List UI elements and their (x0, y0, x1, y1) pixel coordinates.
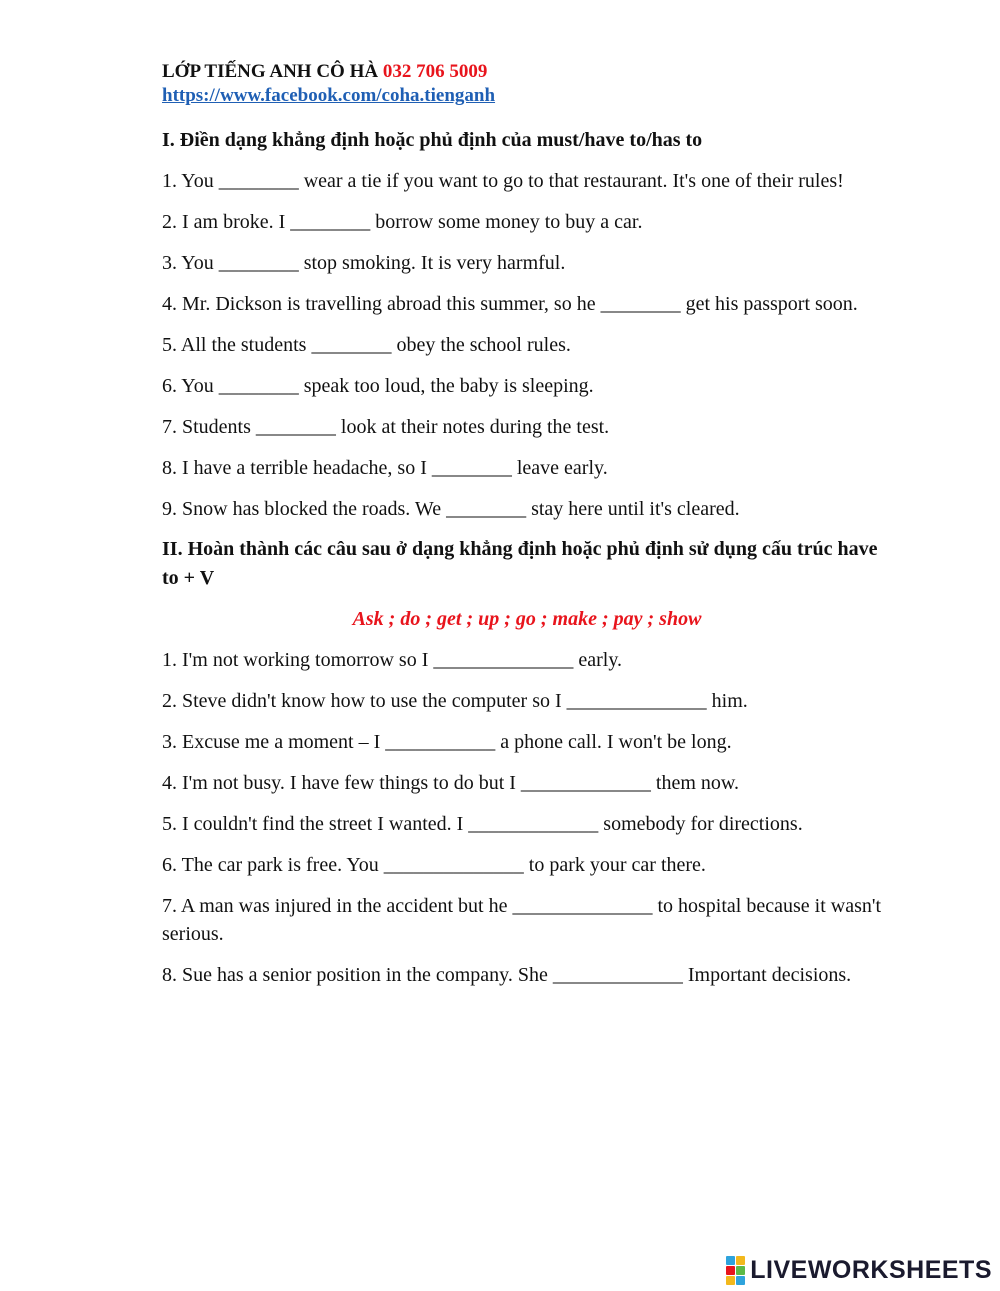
question-item: 3. You ________ stop smoking. It is very harmful. (162, 252, 566, 274)
section-2-questions (162, 646, 892, 989)
section-1-title: I. Điền dạng khẳng định hoặc phủ định của must/have to/has to (162, 129, 703, 151)
question-item: 1. You ________ wear a tie if you want to go to that restaurant. It's one of their rules! (162, 170, 844, 192)
facebook-link[interactable]: https://www.facebook.com/coha.tienganh (162, 85, 496, 106)
section-1-questions (162, 167, 892, 523)
question-item: 7. Students ________ look at their notes during the test. (162, 416, 610, 438)
logo-text: LIVEWORKSHEETS (750, 1255, 992, 1284)
class-name: LỚP TIẾNG ANH CÔ HÀ (162, 61, 379, 82)
question-item: 5. I couldn't find the street I wanted. I _____________ somebody for directions. (162, 813, 803, 835)
liveworksheets-logo (726, 1253, 992, 1287)
question-item: 8. I have a terrible headache, so I ________ leave early. (162, 457, 608, 479)
question-item: 6. The car park is free. You ______________ to park your car there. (162, 854, 706, 876)
question-item: 2. Steve didn't know how to use the computer so I ______________ him. (162, 690, 748, 712)
question-item: 9. Snow has blocked the roads. We ________ stay here until it's cleared. (162, 498, 740, 520)
question-item: 8. Sue has a senior position in the company. She _____________ Important decisions. (162, 964, 852, 986)
word-bank: Ask ; do ; get ; up ; go ; make ; pay ; show (352, 608, 702, 630)
question-item: 1. I'm not working tomorrow so I ______________ early. (162, 649, 623, 671)
question-item: 7. A man was injured in the accident but he ______________ to hospital because it wasn't serious. (162, 895, 882, 945)
question-item: 6. You ________ speak too loud, the baby is sleeping. (162, 375, 594, 397)
worksheet-page (162, 60, 892, 989)
logo-blocks-icon (726, 1256, 745, 1285)
question-item: 4. I'm not busy. I have few things to do but I _____________ them now. (162, 772, 740, 794)
question-item: 3. Excuse me a moment – I ___________ a phone call. I won't be long. (162, 731, 732, 753)
question-item: 5. All the students ________ obey the school rules. (162, 334, 571, 356)
question-item: 2. I am broke. I ________ borrow some money to buy a car. (162, 211, 643, 233)
section-2-title: II. Hoàn thành các câu sau ở dạng khẳng định hoặc phủ định sử dụng cấu trúc have to + V (162, 538, 878, 589)
question-item: 4. Mr. Dickson is travelling abroad this summer, so he ________ get his passport soon. (162, 293, 858, 315)
phone-number: 032 706 5009 (382, 61, 488, 82)
class-title (162, 60, 892, 84)
